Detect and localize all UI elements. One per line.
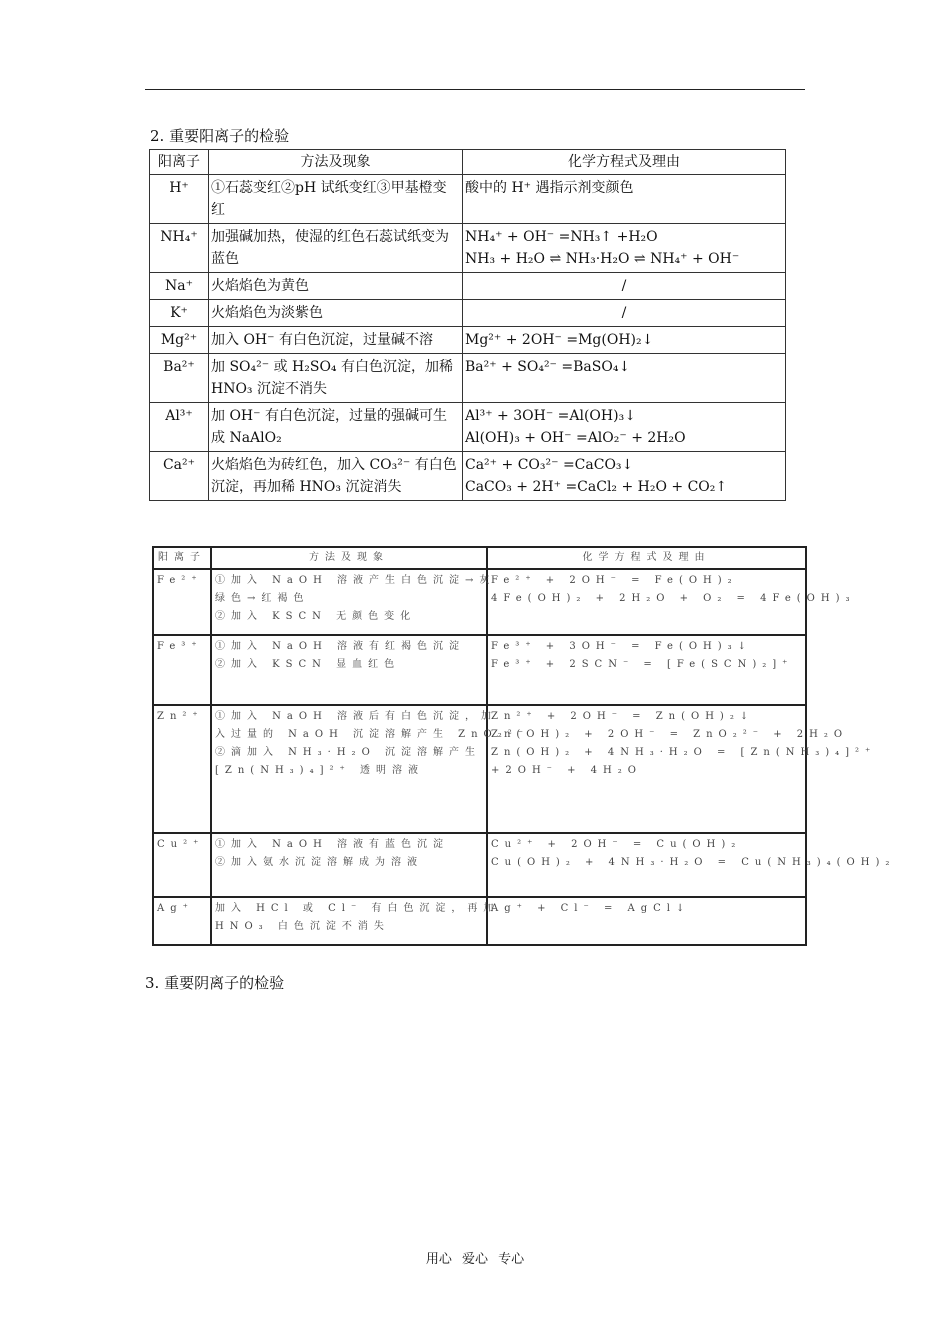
table-row xyxy=(150,403,786,452)
section-3-title: 3. 重要阴离子的检验 xyxy=(145,974,285,992)
method-line: ①加入 NaOH 溶液后有白色沉淀，加 xyxy=(215,711,497,722)
table-row xyxy=(150,175,786,224)
method-line: [Zn(NH₃)₄]²⁺ 透明溶液 xyxy=(215,765,424,776)
table-header-row xyxy=(153,547,806,569)
equation-cell xyxy=(463,224,786,273)
ion-cell: NH₄⁺ xyxy=(150,224,209,273)
section-2-title: 2. 重要阳离子的检验 xyxy=(150,127,290,145)
cation-test-table-2 xyxy=(152,546,896,946)
equation-line: Zn(OH)₂ + 4NH₃·H₂O = [Zn(NH₃)₄]²⁺ xyxy=(491,747,877,758)
ion-cell: Zn²⁺ xyxy=(153,705,211,833)
method-cell xyxy=(211,833,487,897)
ion-cell: Ca²⁺ xyxy=(150,452,209,501)
method-line: 入过量的 NaOH 沉淀溶解产生 ZnO₂²⁻ xyxy=(215,729,530,740)
table-row xyxy=(150,327,786,354)
equation-cell xyxy=(487,705,877,833)
method-cell: 火焰焰色为黄色 xyxy=(209,273,463,300)
table-row xyxy=(150,452,786,501)
method-cell xyxy=(211,705,530,833)
method-line: ②加入氨水沉淀溶解成为溶液 xyxy=(215,857,423,868)
page-footer: 用心 爱心 专心 xyxy=(425,1252,525,1267)
equation-line: Zn(OH)₂ + 2OH⁻ = ZnO₂²⁻ + 2H₂O xyxy=(491,729,849,740)
equation-line: Mg²⁺ + 2OH⁻ =Mg(OH)₂↓ xyxy=(465,332,654,348)
equation-line: Fe³⁺ + 2SCN⁻ = [Fe(SCN)₂]⁺ xyxy=(491,659,794,670)
ion-cell: Fe²⁺ xyxy=(153,569,211,635)
equation-line: 4Fe(OH)₂ + 2H₂O + O₂ = 4Fe(OH)₃ xyxy=(491,593,856,604)
equation-line: Cu(OH)₂ + 4NH₃·H₂O = Cu(NH₃)₄(OH)₂ xyxy=(491,857,896,868)
method-line: 加入 HCl 或 Cl⁻ 有白色沉淀，再加 xyxy=(215,903,500,914)
ion-cell: Al³⁺ xyxy=(150,403,209,452)
header-method: 方法及现象 xyxy=(209,150,463,175)
equation-line: Ag⁺ + Cl⁻ = AgCl↓ xyxy=(491,903,691,914)
header-equation: 化学方程式及理由 xyxy=(487,547,806,569)
method-cell xyxy=(211,569,496,635)
cation-test-table-1 xyxy=(149,149,786,501)
equation-cell xyxy=(463,452,786,501)
equation-cell xyxy=(463,175,786,224)
equation-cell xyxy=(487,897,806,945)
equation-line: Fe²⁺ + 2OH⁻ = Fe(OH)₂ xyxy=(491,575,738,586)
ion-cell: Fe³⁺ xyxy=(153,635,211,705)
equation-line: CaCO₃ + 2H⁺ =CaCl₂ + H₂O + CO₂↑ xyxy=(465,479,728,495)
ion-cell: Mg²⁺ xyxy=(150,327,209,354)
table-row xyxy=(150,224,786,273)
ion-cell: Ag⁺ xyxy=(153,897,211,945)
equation-line: Cu²⁺ + 2OH⁻ = Cu(OH)₂ xyxy=(491,839,742,850)
method-line: ②加入 KSCN 无颜色变化 xyxy=(215,611,417,622)
equation-line: Al(OH)₃ + OH⁻ =AlO₂⁻ + 2H₂O xyxy=(465,430,686,446)
ion-cell: H⁺ xyxy=(150,175,209,224)
method-cell: ①石蕊变红②pH 试纸变红③甲基橙变红 xyxy=(209,175,463,224)
method-cell: 加 OH⁻ 有白色沉淀，过量的强碱可生成 NaAlO₂ xyxy=(209,403,463,452)
method-line: ②滴加入 NH₃·H₂O 沉淀溶解产生 xyxy=(215,747,481,758)
method-line: ①加入 NaOH 溶液有蓝色沉淀 xyxy=(215,839,449,850)
table-row xyxy=(153,705,806,833)
equation-line: / xyxy=(621,305,627,321)
equation-cell xyxy=(463,300,786,327)
ion-cell: K⁺ xyxy=(150,300,209,327)
table-row xyxy=(150,354,786,403)
equation-line: Ca²⁺ + CO₃²⁻ =CaCO₃↓ xyxy=(465,457,634,473)
ion-cell: Na⁺ xyxy=(150,273,209,300)
ion-cell: Ba²⁺ xyxy=(150,354,209,403)
equation-cell xyxy=(463,327,786,354)
table-header-row xyxy=(150,150,786,175)
method-cell: 加 SO₄²⁻ 或 H₂SO₄ 有白色沉淀，加稀 HNO₃ 沉淀不消失 xyxy=(209,354,463,403)
method-cell: 火焰焰色为砖红色，加入 CO₃²⁻ 有白色沉淀，再加稀 HNO₃ 沉淀消失 xyxy=(209,452,463,501)
method-line: ①加入 NaOH 溶液有红褐色沉淀 xyxy=(215,641,465,652)
equation-line: Al³⁺ + 3OH⁻ =Al(OH)₃↓ xyxy=(465,408,636,424)
table-row xyxy=(153,833,806,897)
header-ion: 阳离子 xyxy=(150,150,209,175)
method-cell: 火焰焰色为淡紫色 xyxy=(209,300,463,327)
ion-cell: Cu²⁺ xyxy=(153,833,211,897)
method-cell xyxy=(211,635,487,705)
equation-cell xyxy=(463,403,786,452)
equation-line: Fe³⁺ + 3OH⁻ = Fe(OH)₃↓ xyxy=(491,641,753,652)
equation-cell xyxy=(487,569,856,635)
equation-line: Zn²⁺ + 2OH⁻ = Zn(OH)₂↓ xyxy=(491,711,755,722)
header-ion: 阳离子 xyxy=(153,547,211,569)
table-row xyxy=(150,273,786,300)
method-line: ①加入 NaOH 溶液产生白色沉淀→灰 xyxy=(215,575,496,586)
table-row xyxy=(153,569,806,635)
method-line: 绿色→红褐色 xyxy=(215,593,310,604)
table-row xyxy=(153,897,806,945)
method-line: HNO₃ 白色沉淀不消失 xyxy=(215,921,390,932)
header-method: 方法及现象 xyxy=(211,547,487,569)
equation-cell xyxy=(487,833,896,897)
header-equation: 化学方程式及理由 xyxy=(463,150,786,175)
header-rule xyxy=(145,89,805,90)
method-cell: 加强碱加热，使湿的红色石蕊试纸变为蓝色 xyxy=(209,224,463,273)
equation-cell xyxy=(487,635,806,705)
equation-line: NH₄⁺ + OH⁻ =NH₃↑ +H₂O xyxy=(465,229,658,245)
equation-cell xyxy=(463,273,786,300)
equation-line: / xyxy=(621,278,627,294)
method-cell xyxy=(211,897,500,945)
equation-line: +2OH⁻ + 4H₂O xyxy=(491,765,642,776)
equation-line: Ba²⁺ + SO₄²⁻ =BaSO₄↓ xyxy=(465,359,631,375)
equation-line: NH₃ + H₂O ⇌ NH₃·H₂O ⇌ NH₄⁺ + OH⁻ xyxy=(465,251,740,267)
equation-line: 酸中的 H⁺ 遇指示剂变颜色 xyxy=(465,180,634,196)
table-row xyxy=(153,635,806,705)
method-line: ②加入 KSCN 显血红色 xyxy=(215,659,401,670)
equation-cell xyxy=(463,354,786,403)
method-cell: 加入 OH⁻ 有白色沉淀，过量碱不溶 xyxy=(209,327,463,354)
table-row xyxy=(150,300,786,327)
